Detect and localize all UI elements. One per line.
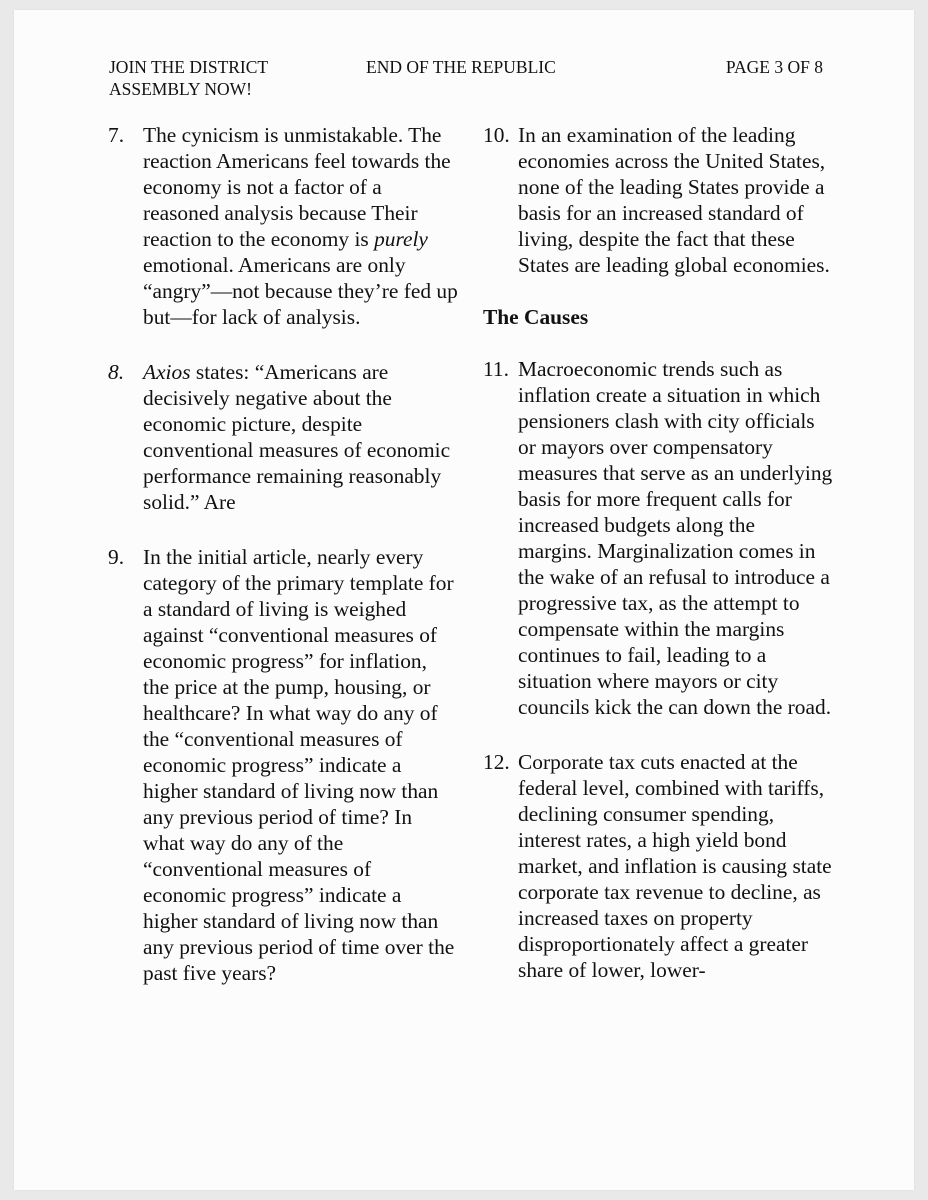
list-item-9	[108, 544, 458, 986]
item-text: Corporate tax cuts enacted at the federal level, combined with tariffs, declining consumer spending, interest rates, a high yield bond market, and inflation is causing state corporate tax revenue to decline, as increased taxes on property disproportionately affect a greater share of lower, lower-	[518, 750, 832, 982]
item-text: Macroeconomic trends such as inflation create a situation in which pensioners clash with city officials or mayors over compensatory measures that serve as an underlying basis for more frequent calls for increased budgets along the margins. Marginalization comes in the wake of an refusal to introduce a progressive tax, as the attempt to compensate within the margins continues to fail, leading to a situation where mayors or city councils kick the can down the road.	[518, 357, 833, 719]
item-number: 11.	[483, 357, 509, 381]
item-number: 12.	[483, 750, 510, 774]
header-left-text: JOIN THE DISTRICT ASSEMBLY NOW!	[109, 57, 268, 99]
item-text-part: The cynicism is unmistakable. The reaction Americans feel towards the economy is not a factor of a reasoned analysis because Their reaction to the economy is	[143, 123, 451, 251]
item-number: 10.	[483, 123, 510, 147]
item-text-part: emotional. Americans are only “angry”—not because they’re fed up but—for lack of analysis.	[143, 253, 458, 329]
emphasis-text: purely	[374, 227, 428, 251]
item-number: 7.	[108, 123, 125, 147]
source-name: Axios	[143, 360, 191, 384]
item-text: In the initial article, nearly every category of the primary template for a standard of living is weighed against “conventional measures of economic progress” for inflation, the price at the pump, housing, or healthcare? In what way do any of the “conventional measures of economic progress” indicate a higher standard of living now than any previous period of time? In what way do any of the “conventional measures of economic progress” indicate a higher standard of living now than any previous period of time over the past five years?	[143, 545, 455, 985]
item-number: 9.	[108, 545, 125, 569]
item-number: 8.	[108, 360, 125, 384]
item-text	[143, 122, 458, 330]
list-item-7	[108, 122, 458, 330]
list-item-12	[483, 749, 833, 983]
right-column	[483, 122, 833, 983]
item-text: In an examination of the leading economies across the United States, none of the leading States provide a basis for an increased standard of living, despite the fact that these States are leading global economies.	[518, 123, 830, 277]
page-number: PAGE 3 OF 8	[725, 57, 823, 77]
item-text-part: states: “Americans are decisively negative about the economic picture, despite conventional measures of economic performance remaining reasonably solid.” Are	[143, 360, 451, 514]
document-page	[14, 10, 914, 1190]
left-column	[108, 122, 458, 986]
header-title: END OF THE REPUBLIC	[366, 57, 556, 77]
section-heading: The Causes	[483, 305, 589, 329]
list-item-10	[483, 122, 833, 278]
list-item-11	[483, 356, 833, 720]
list-item-8	[108, 359, 458, 515]
item-text	[143, 359, 458, 515]
